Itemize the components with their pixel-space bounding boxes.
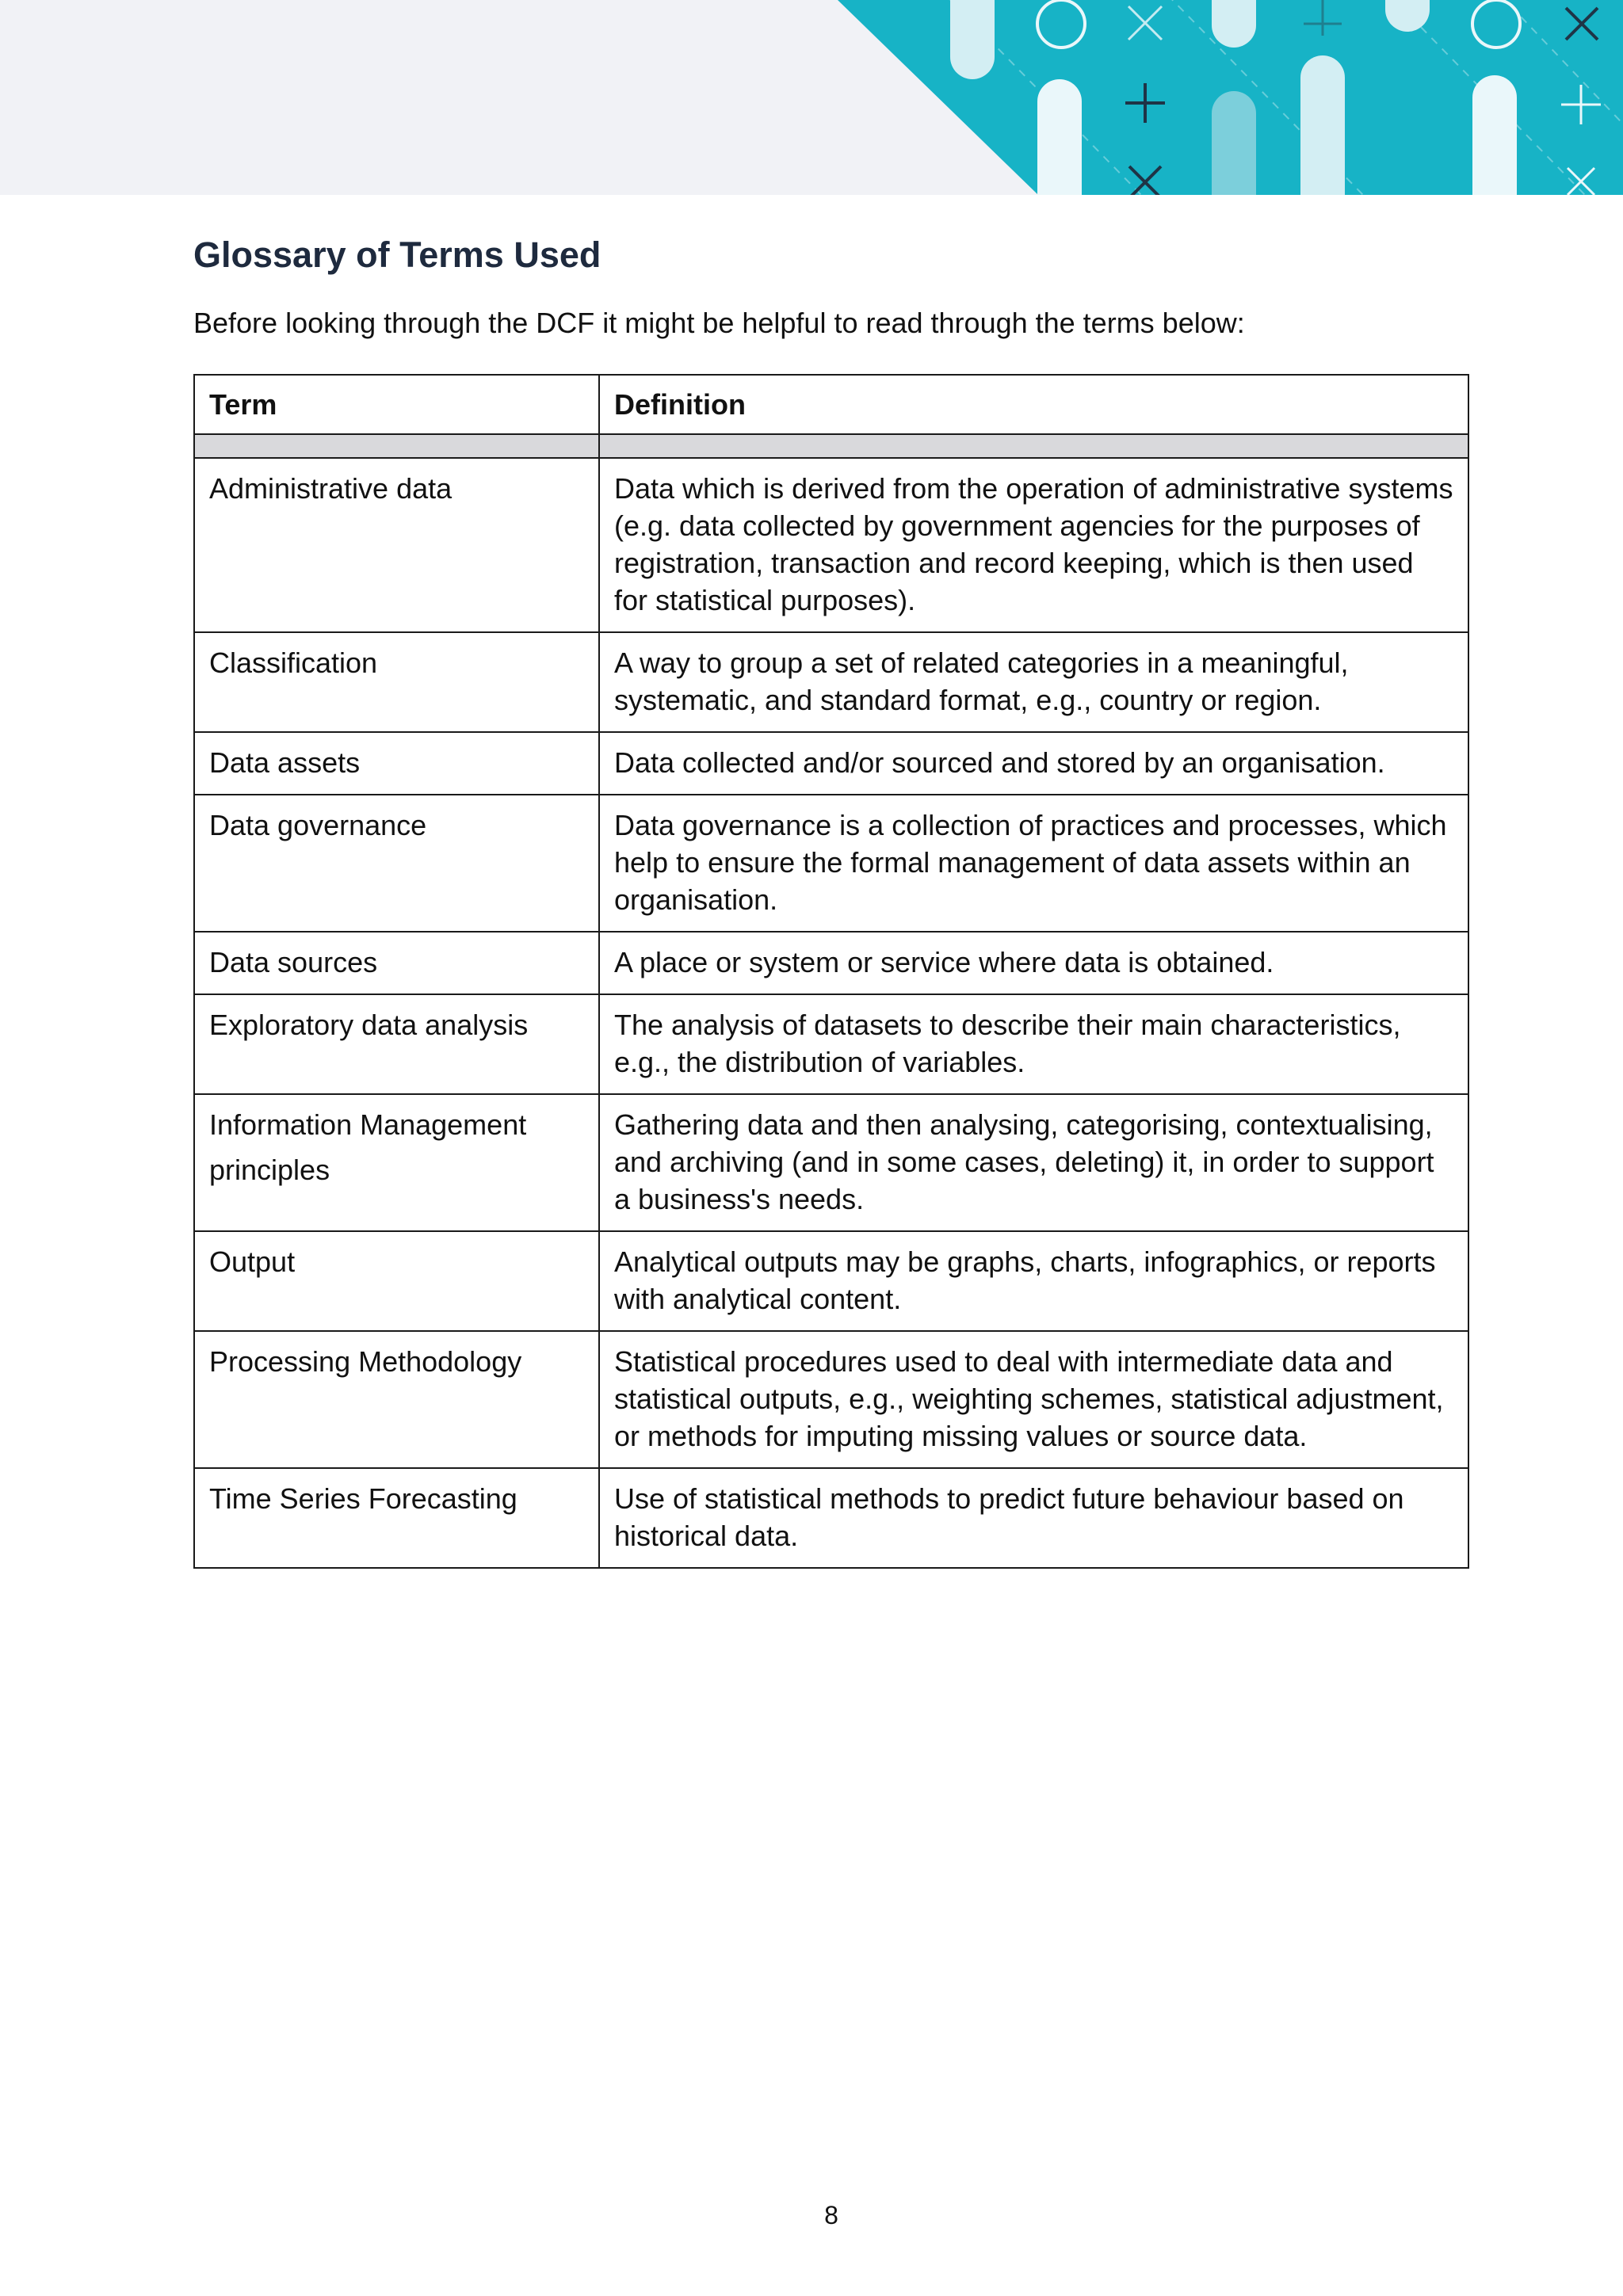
table-row — [194, 1331, 1468, 1468]
table-spacer-row — [194, 434, 1468, 458]
page-header-band — [0, 0, 1623, 195]
spacer-cell — [194, 434, 599, 458]
table-header-row — [194, 375, 1468, 434]
definition-cell: Data which is derived from the operation of administrative systems (e.g. data collected by government agencies for the purposes of registration, transaction and record keeping, which is then used for statistical purposes). — [599, 458, 1468, 632]
intro-paragraph: Before looking through the DCF it might be helpful to read through the terms below: — [193, 307, 1245, 339]
table-row — [194, 795, 1468, 932]
table-row — [194, 932, 1468, 994]
table-row — [194, 632, 1468, 732]
definition-cell: Analytical outputs may be graphs, charts, infographics, or reports with analytical content. — [599, 1231, 1468, 1331]
table-row — [194, 1231, 1468, 1331]
definition-cell: Statistical procedures used to deal with intermediate data and statistical outputs, e.g., weighting schemes, statistical adjustment, or methods for imputing missing values or source data. — [599, 1331, 1468, 1468]
page-title: Glossary of Terms Used — [193, 235, 601, 275]
term-cell: Time Series Forecasting — [194, 1468, 599, 1568]
table-row — [194, 1094, 1468, 1231]
table-row — [194, 732, 1468, 795]
term-cell: Output — [194, 1231, 599, 1331]
definition-cell: The analysis of datasets to describe their main characteristics, e.g., the distribution of variables. — [599, 994, 1468, 1094]
definition-cell: Data collected and/or sourced and stored by an organisation. — [599, 732, 1468, 795]
definition-cell: Data governance is a collection of practices and processes, which help to ensure the formal management of data assets within an organisation. — [599, 795, 1468, 932]
definition-cell: Use of statistical methods to predict future behaviour based on historical data. — [599, 1468, 1468, 1568]
table-row — [194, 1468, 1468, 1568]
table-row — [194, 458, 1468, 632]
definition-cell: A way to group a set of related categories in a meaningful, systematic, and standard format, e.g., country or region. — [599, 632, 1468, 732]
column-header-term: Term — [194, 375, 599, 434]
definition-cell: Gathering data and then analysing, categorising, contextualising, and archiving (and in some cases, deleting) it, in order to support a business's needs. — [599, 1094, 1468, 1231]
term-line: Information Management — [209, 1108, 527, 1141]
term-cell: Data assets — [194, 732, 599, 795]
page-number: 8 — [824, 2201, 838, 2229]
term-cell: Classification — [194, 632, 599, 732]
term-cell: Data governance — [194, 795, 599, 932]
table-row — [194, 994, 1468, 1094]
column-header-definition: Definition — [599, 375, 1468, 434]
term-line: principles — [209, 1154, 330, 1186]
term-cell: Exploratory data analysis — [194, 994, 599, 1094]
term-cell: Processing Methodology — [194, 1331, 599, 1468]
term-cell: Data sources — [194, 932, 599, 994]
decorative-header-graphic — [0, 0, 1623, 195]
glossary-table — [193, 374, 1469, 1569]
term-cell: Administrative data — [194, 458, 599, 632]
term-cell — [194, 1094, 599, 1231]
definition-cell: A place or system or service where data is obtained. — [599, 932, 1468, 994]
spacer-cell — [599, 434, 1468, 458]
